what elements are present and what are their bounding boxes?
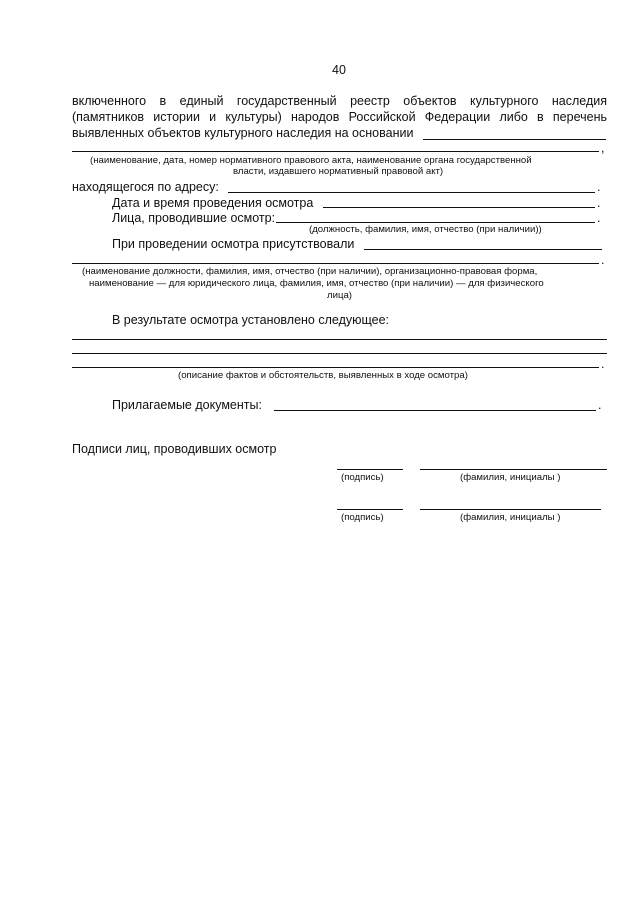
name-caption-1: (фамилия, инициалы ) (460, 472, 561, 483)
signature-caption-2: (подпись) (341, 512, 384, 523)
result-fill-line-3 (72, 367, 599, 368)
paragraph-line-1: включенного в единый государственный реестр объектов культурного наследия (72, 94, 607, 108)
basis-caption-line-1: (наименование, дата, номер нормативного правового акта, наименование органа государственной (90, 155, 532, 166)
name-line-2 (420, 509, 601, 510)
attachments-label: Прилагаемые документы: (112, 398, 262, 412)
result-caption: (описание фактов и обстоятельств, выявленных в ходе осмотра) (178, 370, 468, 381)
inspectors-dot: . (597, 211, 601, 225)
present-caption-line-3: лица) (327, 290, 352, 301)
signature-line-2 (337, 509, 403, 510)
inspectors-label: Лица, проводившие осмотр: (112, 211, 276, 225)
present-caption-line-2: наименование — для юридического лица, фамилия, имя, отчество (при наличии) — для физического (89, 278, 544, 289)
paragraph-line-3: выявленных объектов культурного наследия на основании (72, 126, 414, 140)
present-fill-line-2 (72, 263, 599, 264)
address-label: находящегося по адресу: (72, 180, 219, 194)
present-dot: . (601, 253, 605, 267)
attachments-fill-line (274, 410, 596, 411)
name-caption-2: (фамилия, инициалы ) (460, 512, 561, 523)
inspectors-caption: (должность, фамилия, имя, отчество (при наличии)) (309, 224, 542, 235)
signature-caption-1: (подпись) (341, 472, 384, 483)
paragraph-line-2: (памятников истории и культуры) народов Российской Федерации либо в перечень (72, 110, 607, 124)
inspectors-fill-line (276, 222, 595, 223)
result-label: В результате осмотра установлено следующее: (112, 313, 390, 327)
basis-comma: , (601, 141, 605, 155)
datetime-dot: . (597, 196, 601, 210)
result-fill-line-2 (72, 353, 607, 354)
result-fill-line-1 (72, 339, 607, 340)
signatures-label: Подписи лиц, проводивших осмотр (72, 442, 277, 456)
present-caption-line-1: (наименование должности, фамилия, имя, отчество (при наличии), организационно-правовая форма, (82, 266, 538, 277)
present-fill-line-1 (364, 249, 602, 250)
page-number: 40 (332, 63, 346, 77)
signature-line-1 (337, 469, 403, 470)
address-dot: . (597, 180, 601, 194)
attachments-dot: . (598, 398, 602, 412)
datetime-label: Дата и время проведения осмотра (112, 196, 314, 210)
basis-fill-line-2 (72, 151, 599, 152)
result-dot: . (601, 357, 605, 371)
datetime-fill-line (323, 207, 595, 208)
address-fill-line (228, 192, 595, 193)
basis-fill-line-1 (423, 139, 606, 140)
basis-caption-line-2: власти, издавшего нормативный правовой акт) (233, 166, 444, 177)
present-label: При проведении осмотра присутствовали (112, 237, 355, 251)
name-line-1 (420, 469, 607, 470)
